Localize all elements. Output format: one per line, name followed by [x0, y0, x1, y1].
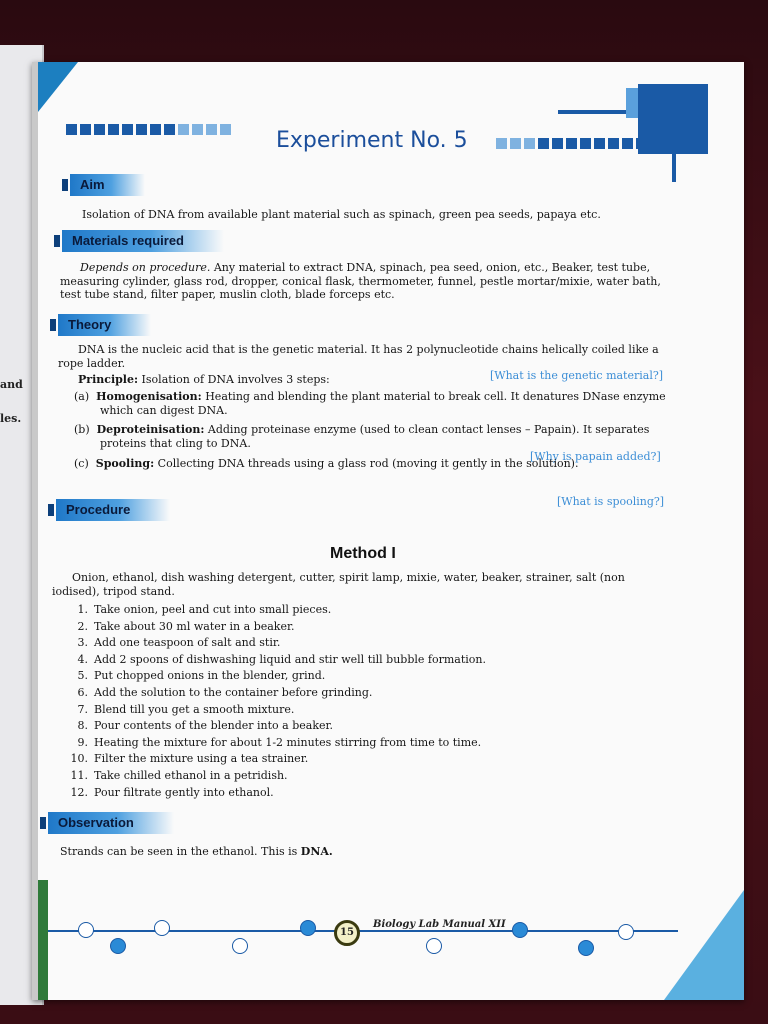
question-papain: [Why is papain added?]: [530, 450, 661, 463]
list-item: [66, 620, 486, 637]
list-item: [66, 603, 486, 620]
left-page-fragment: les.: [0, 412, 22, 425]
step-text: Take about 30 ml water in a beaker.: [94, 619, 295, 633]
principle-label: Principle:: [78, 373, 139, 386]
principle-text: Isolation of DNA involves 3 steps:: [138, 373, 330, 386]
header-decoration-line: [672, 154, 676, 182]
theory-step-b: [74, 423, 696, 450]
header-blocks-left: [66, 124, 231, 135]
step-text: Add 2 spoons of dishwashing liquid and stir well till bubble formation.: [94, 652, 486, 666]
section-heading-label: Materials required: [72, 233, 184, 248]
step-text: Take onion, peel and cut into small pieces.: [94, 603, 332, 616]
header-blocks-right: [496, 138, 661, 149]
step-text: Adding proteinase enzyme (used to clean contact lenses – Papain). It separates proteins that cling to DNA.: [100, 423, 650, 450]
step-text: Pour filtrate gently into ethanol.: [94, 785, 274, 799]
question-genetic-material: [What is the genetic material?]: [490, 369, 664, 382]
footer-dot: [78, 922, 94, 938]
section-heading-aim: [70, 174, 145, 196]
step-text: Filter the mixture using a tea strainer.: [94, 752, 309, 766]
step-text: Blend till you get a smooth mixture.: [94, 702, 295, 716]
list-item: [66, 719, 486, 736]
question-spooling: [What is spooling?]: [557, 495, 665, 508]
section-marker: [40, 817, 46, 829]
page-title: Experiment No. 5: [276, 128, 468, 153]
footer-dot: [512, 922, 528, 938]
step-text: Heating and blending the plant material to break cell. It denatures DNase enzyme which can digest DNA.: [100, 390, 666, 417]
step-term: Homogenisation:: [96, 390, 202, 403]
step-number: 3.: [77, 636, 88, 650]
list-item: [66, 703, 486, 720]
aim-text: Isolation of DNA from available plant material such as spinach, green pea seeds, papaya etc.: [82, 208, 601, 221]
observation-bold: DNA.: [300, 845, 333, 858]
left-page-fragment: and: [0, 378, 23, 391]
step-number: 4.: [77, 652, 88, 666]
step-number: 6.: [77, 685, 88, 699]
footer-dot: [110, 938, 126, 954]
list-item: [66, 786, 486, 803]
list-item: [66, 752, 486, 769]
theory-step-a: [74, 390, 696, 417]
page-number: 15: [334, 920, 360, 946]
theory-step-c: [74, 457, 670, 471]
step-marker: (b): [74, 423, 90, 436]
observation-text: [60, 845, 333, 859]
book-page: [32, 62, 744, 1000]
step-marker: (a): [74, 390, 90, 403]
list-item: [66, 669, 486, 686]
materials-text: [60, 261, 670, 302]
section-heading-observation: [48, 812, 174, 834]
step-text: Pour contents of the blender into a beaker.: [94, 719, 334, 733]
section-heading-label: Observation: [58, 815, 134, 830]
manual-title: Biology Lab Manual XII: [373, 919, 506, 930]
list-item: [66, 686, 486, 703]
footer-dot: [232, 938, 248, 954]
step-text: Put chopped onions in the blender, grind.: [94, 669, 326, 683]
footer-dot: [578, 940, 594, 956]
step-number: 2.: [77, 619, 88, 633]
materials-italic-lead: Depends on procedure.: [80, 261, 211, 274]
step-number: 9.: [77, 735, 88, 749]
step-number: 5.: [77, 669, 88, 683]
section-heading-label: Aim: [80, 177, 105, 192]
step-text: Heating the mixture for about 1-2 minutes stirring from time to time.: [94, 735, 482, 749]
section-marker: [54, 235, 60, 247]
step-number: 1.: [77, 603, 88, 616]
step-number: 7.: [77, 702, 88, 716]
step-term: Deproteinisation:: [96, 423, 205, 436]
section-heading-label: Theory: [68, 317, 112, 332]
list-item: [66, 769, 486, 786]
section-heading-theory: [58, 314, 151, 336]
procedure-steps: [66, 603, 486, 802]
section-heading-materials: [62, 230, 224, 252]
theory-text: DNA is the nucleic acid that is the genetic material. It has 2 polynucleotide chains helically coiled like a rope ladder.: [58, 343, 659, 370]
footer-dot: [154, 920, 170, 936]
materials-list: Any material to extract DNA, spinach, pea seed, onion, etc., Beaker, test tube, measuring cylinder, glass rod, dropper, conical flask, thermometer, funnel, pestle mortar/mixie, water bath, test tube stand, filter paper, muslin cloth, blade forceps etc.: [60, 261, 661, 301]
procedure-materials: Onion, ethanol, dish washing detergent, cutter, spirit lamp, mixie, water, beaker, strainer, salt (non iodised), tripod stand.: [52, 571, 625, 598]
binding-strip: [38, 880, 48, 1000]
step-text: Collecting DNA threads using a glass rod (moving it gently in the solution).: [154, 457, 579, 470]
step-marker: (c): [74, 457, 89, 470]
step-number: 10.: [70, 752, 88, 766]
list-item: [66, 636, 486, 653]
footer-dot: [618, 924, 634, 940]
step-text: Add one teaspoon of salt and stir.: [94, 636, 281, 650]
step-text: Add the solution to the container before grinding.: [94, 685, 373, 699]
section-heading-label: Procedure: [66, 502, 131, 517]
section-marker: [48, 504, 54, 516]
corner-decoration: [664, 890, 744, 1000]
corner-decoration: [38, 62, 78, 112]
list-item: [66, 736, 486, 753]
step-number: 8.: [77, 719, 88, 733]
section-marker: [62, 179, 68, 191]
method-title: Method I: [330, 545, 396, 562]
section-heading-procedure: [56, 499, 170, 521]
footer-dot: [300, 920, 316, 936]
step-text: Take chilled ethanol in a petridish.: [94, 768, 288, 782]
principle-line: [78, 373, 330, 387]
section-marker: [50, 319, 56, 331]
step-term: Spooling:: [95, 457, 155, 470]
step-number: 12.: [70, 785, 88, 799]
step-number: 11.: [70, 768, 88, 782]
observation-plain: Strands can be seen in the ethanol. This is: [60, 845, 301, 858]
footer-dot: [426, 938, 442, 954]
list-item: [66, 653, 486, 670]
